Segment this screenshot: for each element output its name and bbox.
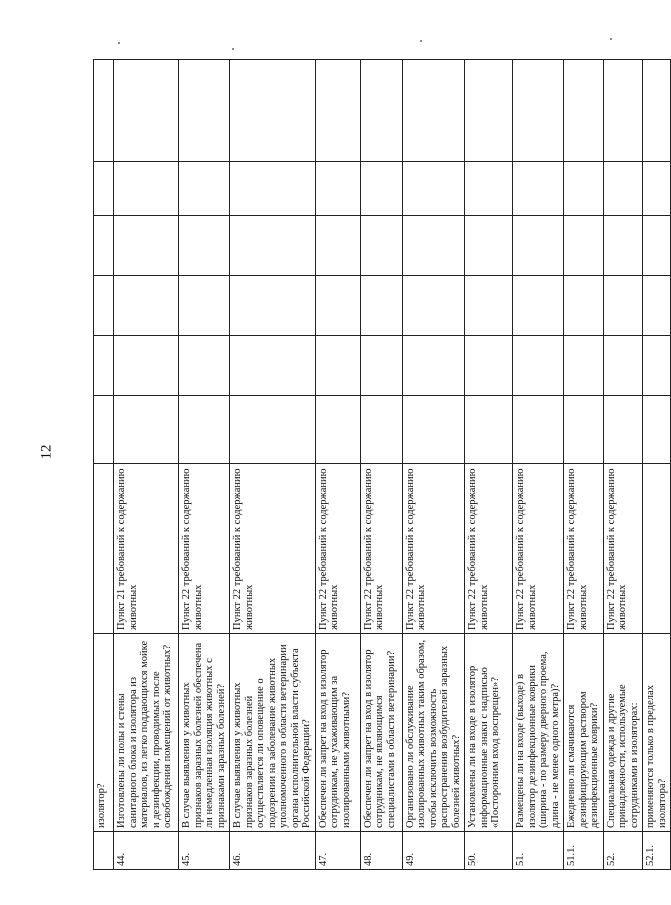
notes-cell — [114, 60, 179, 162]
answer-cell — [465, 162, 513, 216]
answer-cell — [465, 216, 513, 276]
table-row — [603, 60, 643, 870]
table-row — [564, 60, 604, 870]
answer-cell — [643, 162, 671, 216]
requirement-reference: Пункт 22 требований к содержанию животных — [360, 464, 402, 634]
answer-cell — [94, 276, 114, 336]
answer-cell — [315, 216, 360, 276]
table-row — [179, 60, 230, 870]
table-row — [315, 60, 360, 870]
question-text: Установлены ли на входе в изолятор информационные знаки с надписью «Посторонним вход воспрещен»? — [465, 634, 513, 832]
checklist-table — [93, 59, 671, 870]
notes-cell — [402, 60, 465, 162]
answer-cell — [643, 336, 671, 396]
item-number: 47. — [315, 832, 360, 870]
notes-cell — [94, 60, 114, 162]
requirement-reference: Пункт 21 требований к содержанию животных — [114, 464, 179, 634]
requirement-reference: Пункт 22 требований к содержанию животных — [564, 464, 604, 634]
page-number: 12 — [38, 444, 55, 460]
requirement-reference: Пункт 22 требований к содержанию животных — [315, 464, 360, 634]
notes-cell — [643, 60, 671, 162]
answer-cell — [94, 216, 114, 276]
answer-cell — [465, 396, 513, 464]
answer-cell — [402, 276, 465, 336]
table-row — [360, 60, 402, 870]
item-number: 44. — [114, 832, 179, 870]
notes-cell — [360, 60, 402, 162]
answer-cell — [513, 336, 564, 396]
notes-cell — [513, 60, 564, 162]
answer-cell — [402, 396, 465, 464]
answer-cell — [360, 396, 402, 464]
answer-cell — [179, 276, 230, 336]
answer-cell — [643, 396, 671, 464]
question-text: Специальная одежда и другие принадлежности, используемые сотрудниками в изоляторах: — [603, 634, 643, 832]
answer-cell — [114, 216, 179, 276]
requirement-reference: Пункт 22 требований к содержанию животных — [230, 464, 316, 634]
requirement-reference: Пункт 22 требований к содержанию животных — [402, 464, 465, 634]
answer-cell — [360, 162, 402, 216]
table-row — [230, 60, 316, 870]
requirement-reference — [94, 464, 114, 634]
notes-cell — [179, 60, 230, 162]
answer-cell — [564, 336, 604, 396]
requirement-reference — [643, 464, 671, 634]
scan-speck — [118, 42, 120, 44]
scan-speck — [610, 38, 612, 40]
answer-cell — [179, 162, 230, 216]
table-row — [643, 60, 671, 870]
answer-cell — [564, 276, 604, 336]
requirement-reference: Пункт 22 требований к содержанию животных — [179, 464, 230, 634]
question-text: Размещены ли на входе (выходе) в изолятор дезинфекционные коврики (ширина - по размеру дверного проема, длина - не менее одного метра)? — [513, 634, 564, 832]
notes-cell — [603, 60, 643, 162]
answer-cell — [513, 216, 564, 276]
answer-cell — [513, 396, 564, 464]
answer-cell — [513, 276, 564, 336]
answer-cell — [230, 276, 316, 336]
answer-cell — [230, 336, 316, 396]
answer-cell — [114, 276, 179, 336]
answer-cell — [315, 276, 360, 336]
notes-cell — [465, 60, 513, 162]
item-number: 45. — [179, 832, 230, 870]
answer-cell — [603, 276, 643, 336]
answer-cell — [114, 396, 179, 464]
question-text: В случае выявления у животных признаков заразных болезней обеспечена ли немедленная изоляция животных с признаками заразных болезней? — [179, 634, 230, 832]
question-text: Организовано ли обслуживание изолированных животных таким образом, чтобы исключить возможность распространения возбудителей заразных болезней животных? — [402, 634, 465, 832]
notes-cell — [564, 60, 604, 162]
answer-cell — [114, 336, 179, 396]
answer-cell — [360, 276, 402, 336]
question-text: Изготовлены ли полы и стены санитарного блока и изолятора из материалов, из легко поддающихся мойке и дезинфекции, проводимых после освобождения помещений от животных? — [114, 634, 179, 832]
item-number: 48. — [360, 832, 402, 870]
question-text: Ежедневно ли смачиваются дезинфицирующим раствором дезинфекционные коврики? — [564, 634, 604, 832]
answer-cell — [230, 162, 316, 216]
table-row — [114, 60, 179, 870]
item-number: 51. — [513, 832, 564, 870]
answer-cell — [564, 216, 604, 276]
answer-cell — [179, 396, 230, 464]
answer-cell — [465, 276, 513, 336]
item-number: 50. — [465, 832, 513, 870]
answer-cell — [94, 162, 114, 216]
answer-cell — [564, 396, 604, 464]
answer-cell — [643, 276, 671, 336]
answer-cell — [603, 396, 643, 464]
scan-speck — [420, 40, 422, 42]
table-row — [402, 60, 465, 870]
question-text: изолятор? — [94, 634, 114, 832]
answer-cell — [179, 336, 230, 396]
answer-cell — [315, 336, 360, 396]
item-number: 52. — [603, 832, 643, 870]
table-row — [465, 60, 513, 870]
checklist-table-rotated — [93, 60, 668, 870]
answer-cell — [360, 216, 402, 276]
scan-speck — [232, 48, 234, 50]
answer-cell — [513, 162, 564, 216]
answer-cell — [402, 216, 465, 276]
checklist-rows — [94, 60, 671, 870]
answer-cell — [315, 162, 360, 216]
item-number — [94, 832, 114, 870]
answer-cell — [564, 162, 604, 216]
item-number: 49. — [402, 832, 465, 870]
answer-cell — [230, 396, 316, 464]
answer-cell — [230, 216, 316, 276]
table-row — [513, 60, 564, 870]
notes-cell — [230, 60, 316, 162]
answer-cell — [402, 336, 465, 396]
answer-cell — [179, 216, 230, 276]
item-number: 46. — [230, 832, 316, 870]
answer-cell — [360, 336, 402, 396]
item-number: 51.1. — [564, 832, 604, 870]
answer-cell — [603, 336, 643, 396]
answer-cell — [603, 162, 643, 216]
answer-cell — [315, 396, 360, 464]
question-text: Обеспечен ли запрет на вход в изолятор сотрудникам, не являющимся специалистами в области ветеринарии? — [360, 634, 402, 832]
answer-cell — [94, 336, 114, 396]
answer-cell — [465, 336, 513, 396]
answer-cell — [114, 162, 179, 216]
answer-cell — [603, 216, 643, 276]
item-number: 52.1. — [643, 832, 671, 870]
answer-cell — [94, 396, 114, 464]
requirement-reference: Пункт 22 требований к содержанию животных — [513, 464, 564, 634]
question-text: В случае выявления у животных признаков заразных болезней осуществляется ли оповещение о подозрении на заболевание животных уполномоченного в области ветеринарии органа исполнительной власти субъекта Российской Федерации? — [230, 634, 316, 832]
question-text: применяются только в пределах изолятора? — [643, 634, 671, 832]
notes-cell — [315, 60, 360, 162]
answer-cell — [643, 216, 671, 276]
question-text: Обеспечен ли запрет на вход в изолятор сотрудникам, не ухаживающим за изолированными животными? — [315, 634, 360, 832]
answer-cell — [402, 162, 465, 216]
requirement-reference: Пункт 22 требований к содержанию животных — [603, 464, 643, 634]
table-row — [94, 60, 114, 870]
requirement-reference: Пункт 22 требований к содержанию животных — [465, 464, 513, 634]
